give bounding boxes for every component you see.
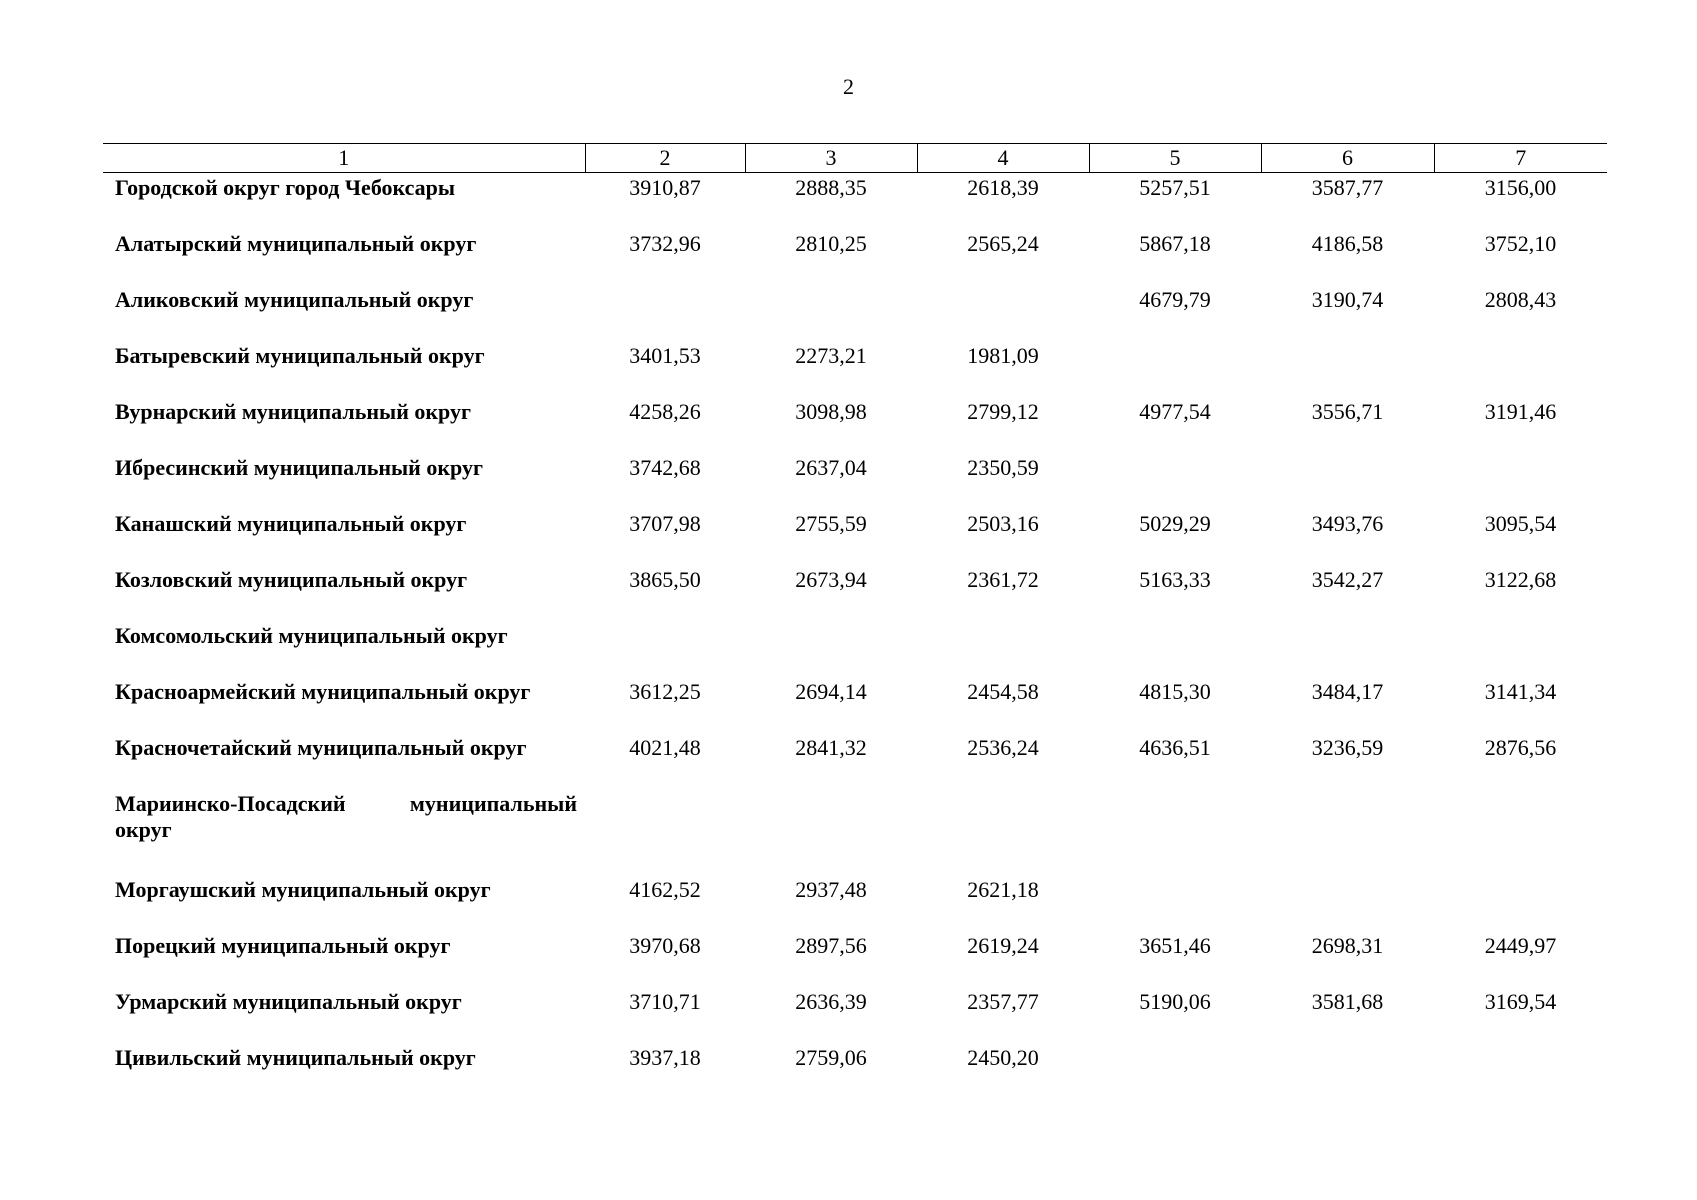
district-name: Вурнарский муниципальный округ [115,399,471,424]
value-cell: 3707,98 [629,511,701,536]
value-cell: 3937,18 [629,1045,701,1070]
value-cell [1434,1043,1607,1099]
value-cell [1089,1043,1261,1099]
value-cell: 2694,14 [795,679,867,704]
value-cell: 2673,94 [795,567,867,592]
value-cell: 4636,51 [1139,735,1211,760]
value-cell: 3098,98 [795,399,867,424]
table-row [103,341,1607,397]
value-cell: 2454,58 [967,679,1039,704]
column-header: 1 [103,144,585,173]
value-cell: 2503,16 [967,511,1039,536]
value-cell: 1981,09 [967,343,1039,368]
value-cell: 2759,06 [795,1045,867,1070]
value-cell: 3122,68 [1484,567,1557,592]
district-name: Аликовский муниципальный округ [115,287,474,312]
column-header: 4 [917,144,1089,173]
value-cell: 2755,59 [795,511,867,536]
value-cell [745,789,917,875]
value-cell [585,789,745,875]
table-row [103,987,1607,1043]
value-cell: 2937,48 [795,877,867,902]
district-name: Канашский муниципальный округ [115,511,467,536]
value-cell: 4258,26 [629,399,701,424]
value-cell [1089,621,1261,677]
table-row [103,931,1607,987]
value-cell: 2350,59 [967,455,1039,480]
value-cell: 5867,18 [1139,231,1211,256]
table-row [103,453,1607,509]
value-cell [585,285,745,341]
value-cell: 2799,12 [967,399,1039,424]
table-row [103,509,1607,565]
table-row [103,621,1607,677]
table-row [103,875,1607,931]
value-cell [1434,453,1607,509]
district-name: Моргаушский муниципальный округ [115,877,491,902]
value-cell [1434,789,1607,875]
value-cell: 2621,18 [967,877,1039,902]
value-cell [1261,453,1434,509]
district-name: Мариинско-Посадский муниципальный округ [115,791,577,842]
value-cell [917,621,1089,677]
district-name: Ибресинский муниципальный округ [115,455,483,480]
value-cell [1261,341,1434,397]
district-name: Козловский муниципальный округ [115,567,468,592]
column-header: 3 [745,144,917,173]
value-cell: 2357,77 [967,989,1039,1014]
value-cell: 2698,31 [1311,933,1384,958]
page-number: 2 [843,74,854,99]
value-cell: 3556,71 [1311,399,1384,424]
column-header: 2 [585,144,745,173]
district-name: Красноармейский муниципальный округ [115,679,531,704]
value-cell [1089,453,1261,509]
value-cell: 2450,20 [967,1045,1039,1070]
value-cell: 2618,39 [967,175,1039,200]
value-cell [1434,875,1607,931]
value-cell [1089,789,1261,875]
value-cell [1261,875,1434,931]
header-row [103,144,1607,173]
district-name: Алатырский муниципальный округ [115,231,477,256]
column-header: 7 [1434,144,1607,173]
value-cell: 2536,24 [967,735,1039,760]
value-cell: 2897,56 [795,933,867,958]
table-row [103,677,1607,733]
table-row [103,733,1607,789]
table-row [103,229,1607,285]
value-cell: 3141,34 [1484,679,1557,704]
value-cell: 3169,54 [1484,989,1557,1014]
value-cell: 3742,68 [629,455,701,480]
value-cell: 5163,33 [1139,567,1211,592]
value-cell [1261,621,1434,677]
value-cell [1261,1043,1434,1099]
value-cell [1089,875,1261,931]
table-row [103,1043,1607,1099]
value-cell: 3587,77 [1311,175,1384,200]
district-name: Порецкий муниципальный округ [115,933,451,958]
value-cell: 3612,25 [629,679,701,704]
district-name: Комсомольский муниципальный округ [115,623,508,648]
district-name: Красночетайский муниципальный округ [115,735,527,760]
value-cell: 2808,43 [1484,287,1557,312]
value-cell [917,285,1089,341]
value-cell: 3710,71 [629,989,701,1014]
value-cell: 2361,72 [967,567,1039,592]
value-cell: 2841,32 [795,735,867,760]
value-cell [585,621,745,677]
value-cell: 4162,52 [629,877,701,902]
value-cell [1434,341,1607,397]
district-name: Урмарский муниципальный округ [115,989,462,1014]
value-cell: 5029,29 [1139,511,1211,536]
value-cell: 3865,50 [629,567,701,592]
value-cell: 2888,35 [795,175,867,200]
column-header: 5 [1089,144,1261,173]
value-cell: 2876,56 [1484,735,1557,760]
table-row [103,565,1607,621]
value-cell: 2636,39 [795,989,867,1014]
value-cell: 5257,51 [1139,175,1211,200]
value-cell: 2565,24 [967,231,1039,256]
value-cell: 4977,54 [1139,399,1211,424]
value-cell: 4679,79 [1139,287,1211,312]
value-cell: 3095,54 [1484,511,1557,536]
value-cell: 4815,30 [1139,679,1211,704]
value-cell: 3581,68 [1311,989,1384,1014]
value-cell [1089,341,1261,397]
value-cell [745,621,917,677]
value-cell: 3401,53 [629,343,701,368]
value-cell: 3484,17 [1311,679,1384,704]
value-cell: 3542,27 [1311,567,1384,592]
value-cell: 3910,87 [629,175,701,200]
value-cell: 3651,46 [1139,933,1211,958]
table-row [103,789,1607,875]
value-cell: 3752,10 [1484,231,1557,256]
table-row [103,397,1607,453]
value-cell: 2637,04 [795,455,867,480]
table-row [103,285,1607,341]
value-cell: 3156,00 [1484,175,1557,200]
value-cell [917,789,1089,875]
value-cell: 3493,76 [1311,511,1384,536]
value-cell: 2619,24 [967,933,1039,958]
value-cell [1261,789,1434,875]
value-cell: 4021,48 [629,735,701,760]
value-cell: 3190,74 [1311,287,1384,312]
value-cell: 3191,46 [1484,399,1557,424]
value-cell: 2449,97 [1484,933,1557,958]
value-cell: 2273,21 [795,343,867,368]
column-header: 6 [1261,144,1434,173]
value-cell [745,285,917,341]
district-name: Городской округ город Чебоксары [115,175,456,200]
district-name: Цивильский муниципальный округ [115,1045,476,1070]
value-cell: 3732,96 [629,231,701,256]
value-cell: 5190,06 [1139,989,1211,1014]
value-cell: 2810,25 [795,231,867,256]
data-table [103,143,1607,1099]
value-cell [1434,621,1607,677]
value-cell: 3970,68 [629,933,701,958]
value-cell: 3236,59 [1311,735,1384,760]
value-cell: 4186,58 [1311,231,1384,256]
table-row [103,173,1607,230]
district-name: Батыревский муниципальный округ [115,343,485,368]
